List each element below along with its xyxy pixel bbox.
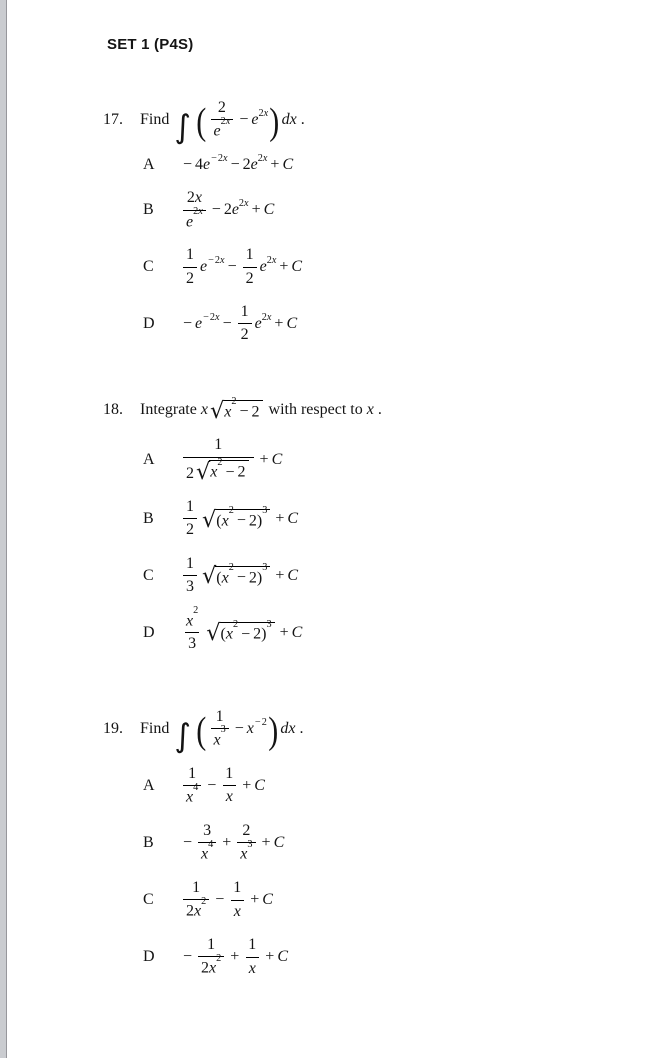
math-run: 1 <box>225 764 234 782</box>
fraction <box>183 604 201 654</box>
denominator <box>183 781 201 807</box>
denominator <box>183 267 197 288</box>
option-row <box>143 436 630 483</box>
math-run: (x <box>220 625 233 643</box>
radicand <box>223 396 262 421</box>
math-run: + C <box>276 258 302 276</box>
superscript <box>262 505 267 516</box>
stem-text: . <box>296 111 305 129</box>
denominator <box>237 838 255 864</box>
math-run: 1 <box>188 764 197 782</box>
sqrt <box>209 396 263 424</box>
fraction <box>183 555 197 597</box>
math-run: 1 <box>245 246 254 264</box>
math-run <box>180 834 195 852</box>
options-list <box>143 153 630 345</box>
option-label: A <box>143 156 155 174</box>
option-math <box>180 153 294 174</box>
question-number: 19. <box>103 719 123 737</box>
fraction <box>198 936 224 978</box>
denominator <box>183 205 206 232</box>
numerator <box>243 246 257 266</box>
math-run: 2 <box>232 618 239 630</box>
sqrt <box>202 561 270 590</box>
math-run: + C <box>271 315 297 333</box>
math-run: 2 <box>216 952 222 964</box>
fraction <box>183 436 254 483</box>
operator: − <box>234 719 244 737</box>
operator: − <box>207 776 217 794</box>
math-run: −2 <box>254 716 267 728</box>
question-stem <box>140 396 382 424</box>
math-run: + C <box>272 567 298 585</box>
option-row <box>143 936 630 978</box>
math-run: e <box>200 258 208 276</box>
sqrt <box>196 456 249 485</box>
sqrt <box>202 505 270 533</box>
superscript <box>193 206 203 217</box>
math-run: 2 <box>193 604 199 616</box>
math-run: 1 <box>207 936 216 954</box>
math-run: 1 <box>192 878 201 896</box>
math-run: x <box>225 788 233 806</box>
option-math <box>180 303 297 345</box>
option-label: D <box>143 314 155 332</box>
math-run: 3 <box>247 838 253 850</box>
math-run: x <box>186 611 194 629</box>
superscript <box>262 313 272 323</box>
math-run: 3 <box>188 635 197 653</box>
math-run: e <box>254 314 262 332</box>
option-math <box>180 555 298 597</box>
math-run: 2x <box>238 198 249 210</box>
option-math <box>180 822 284 864</box>
math-run: + C <box>277 624 303 642</box>
math-run: − 2e <box>228 156 258 174</box>
math-run: 3 <box>262 505 268 517</box>
denominator <box>211 115 234 141</box>
operator: − <box>203 312 209 324</box>
stem-text: Integrate <box>140 400 201 418</box>
operator: − <box>183 833 193 851</box>
superscript <box>258 154 268 164</box>
option-row <box>143 879 630 921</box>
math-run: x <box>224 403 232 421</box>
operator: − <box>211 201 221 219</box>
option-label: D <box>143 948 155 966</box>
question-number: 18. <box>103 400 123 418</box>
math-run: 3 <box>203 821 212 839</box>
math-run: 2x <box>201 959 217 977</box>
math-run: 2x <box>186 189 202 207</box>
math-run: 1 <box>240 303 249 320</box>
math-run: + C <box>262 948 288 966</box>
math-run: x <box>233 902 241 920</box>
superscript <box>193 782 198 793</box>
math-run <box>180 948 195 966</box>
option-math <box>180 936 288 978</box>
math-run: − 2) <box>238 626 266 643</box>
math-run: 4 <box>208 838 214 850</box>
denominator <box>185 632 199 653</box>
radicand <box>220 618 275 643</box>
math-run: − 2) <box>234 569 262 586</box>
option-row <box>143 153 630 174</box>
math-run: 2 <box>217 99 226 116</box>
math-run: e <box>186 212 194 230</box>
math-run: + C <box>259 834 285 852</box>
superscript <box>210 154 227 164</box>
superscript <box>231 396 236 407</box>
option-label: C <box>143 891 154 909</box>
math-run: 2x <box>257 153 268 165</box>
operator: + <box>274 314 284 332</box>
math-run: −2x <box>208 255 225 267</box>
fraction <box>211 708 229 750</box>
paren-group: ( $\frac{1}{x^3}$ − x $^{-2}$ ) <box>196 707 279 752</box>
question-list <box>103 99 630 978</box>
fraction <box>198 822 216 864</box>
operator: − <box>236 512 246 530</box>
stem-text: . <box>295 719 304 737</box>
superscript <box>221 724 226 735</box>
operator: − <box>215 891 225 909</box>
math-run <box>227 948 242 966</box>
math-run: − x <box>232 720 254 738</box>
numerator <box>183 498 197 518</box>
superscript <box>201 896 206 907</box>
page-edge <box>0 0 7 1058</box>
denominator <box>231 900 244 921</box>
math-run: 2 <box>186 464 194 482</box>
math-run: 1 <box>215 707 224 725</box>
math-run: 1 <box>186 497 194 515</box>
superscript <box>229 505 234 516</box>
radicand <box>209 456 248 482</box>
operator: − <box>211 153 217 165</box>
numerator <box>222 765 236 785</box>
math-run: x <box>200 400 208 418</box>
math-run: 2 <box>217 456 223 468</box>
fraction <box>183 246 197 288</box>
operator: + <box>259 450 269 468</box>
operator: + <box>275 509 285 527</box>
math-run: −2x <box>203 312 220 324</box>
math-run: x <box>240 845 248 863</box>
option-label: C <box>143 258 154 276</box>
operator: + <box>250 891 260 909</box>
question-stem <box>140 707 304 755</box>
math-run: −2x <box>211 153 228 165</box>
math-run: x <box>210 463 218 481</box>
operator: + <box>265 948 275 966</box>
math-run: − 2 <box>236 403 259 420</box>
question-stem <box>140 99 305 146</box>
operator: + <box>222 833 232 851</box>
math-run: (x <box>216 512 229 530</box>
operator: − <box>241 625 251 643</box>
denominator <box>198 838 216 864</box>
fraction <box>211 99 234 141</box>
page-title: SET 1 (P4S) <box>107 36 194 53</box>
math-run: 4 <box>193 781 199 793</box>
option-row <box>143 765 630 807</box>
math-run: − 2) <box>234 512 262 529</box>
stem-math: ∫ ( $\frac{2}{e^{2x}}$ − e $^{2x}$ ) dx <box>174 99 297 146</box>
math-run: + C <box>247 891 273 909</box>
math-run: 2x <box>186 902 202 920</box>
superscript <box>207 256 224 266</box>
option-math <box>180 765 265 807</box>
superscript <box>262 562 267 573</box>
superscript <box>217 457 222 468</box>
superscript <box>254 718 267 728</box>
superscript <box>267 256 277 266</box>
math-run: 2x <box>220 115 231 127</box>
numerator <box>183 246 197 266</box>
fraction <box>238 303 252 345</box>
math-run: dx <box>281 111 297 129</box>
operator: − <box>222 314 232 332</box>
math-run: 2 <box>231 396 237 408</box>
math-run: 2x <box>261 312 272 324</box>
operator: + <box>275 566 285 584</box>
numerator <box>238 303 252 323</box>
operator: − <box>230 156 240 174</box>
denominator <box>246 957 259 978</box>
question-row <box>103 396 630 424</box>
fraction <box>222 765 236 807</box>
operator: − <box>183 948 193 966</box>
math-run: 3 <box>266 618 272 630</box>
superscript <box>216 953 221 964</box>
math-run: 2 <box>240 326 249 344</box>
superscript <box>247 839 252 850</box>
math-run: + C <box>267 156 293 174</box>
numerator <box>183 555 197 575</box>
operator: − <box>239 403 249 421</box>
option-label: B <box>143 833 154 851</box>
radical-sign-icon: √ <box>202 506 217 533</box>
numerator <box>245 936 259 956</box>
math-run: + C <box>257 451 283 469</box>
math-run: 2 <box>228 561 234 573</box>
option-label: C <box>143 566 154 584</box>
operator: + <box>270 156 280 174</box>
option-label: B <box>143 201 154 219</box>
question-item <box>103 99 630 345</box>
fraction <box>183 765 201 807</box>
option-label: B <box>143 509 154 527</box>
math-run: x <box>366 400 374 418</box>
math-run: 3 <box>186 578 194 596</box>
math-run: 2 <box>245 269 254 287</box>
fraction <box>245 936 259 978</box>
math-run: x <box>248 959 256 977</box>
option-row <box>143 498 630 540</box>
math-run: 3 <box>220 724 226 736</box>
option-math <box>180 498 298 540</box>
math-run <box>204 777 219 795</box>
question-item <box>103 708 630 979</box>
operator: − <box>225 463 235 481</box>
stem-math: ∫ ( $\frac{1}{x^3}$ − x $^{-2}$ ) dx <box>174 707 296 755</box>
radical-sign-icon: √ <box>206 620 221 647</box>
math-run: + C <box>249 201 275 219</box>
operator: − <box>183 314 193 332</box>
radicand <box>215 505 270 530</box>
option-math <box>180 879 273 921</box>
math-run: + C <box>272 510 298 528</box>
superscript <box>239 199 249 209</box>
option-math <box>180 436 282 483</box>
numerator <box>183 604 201 633</box>
paren-group: ( $\frac{2}{e^{2x}}$ − e $^{2x}$ ) <box>196 99 280 144</box>
operator: + <box>261 833 271 851</box>
fraction <box>183 189 206 231</box>
denominator <box>211 724 229 750</box>
superscript <box>229 562 234 573</box>
option-row <box>143 189 630 231</box>
option-row <box>143 604 630 654</box>
denominator <box>183 457 254 483</box>
denominator <box>183 575 197 596</box>
superscript <box>208 839 213 850</box>
math-run: 2 <box>201 895 207 907</box>
superscript <box>193 605 198 616</box>
math-run <box>225 258 240 276</box>
math-run: 3 <box>262 561 268 573</box>
option-row <box>143 822 630 864</box>
math-run <box>220 315 235 333</box>
radical-sign-icon: √ <box>209 397 225 424</box>
option-label: A <box>143 450 155 468</box>
operator: − <box>227 258 237 276</box>
denominator <box>198 952 224 978</box>
option-label: A <box>143 776 155 794</box>
math-run <box>219 834 234 852</box>
fraction <box>243 246 257 288</box>
stem-text: with respect to <box>264 400 367 418</box>
math-run: + C <box>239 777 265 795</box>
operator: + <box>242 776 252 794</box>
question-item <box>103 396 630 654</box>
superscript <box>202 313 219 323</box>
option-row <box>143 246 630 288</box>
denominator <box>238 323 252 344</box>
operator: + <box>251 201 261 219</box>
radical-sign-icon: √ <box>196 458 211 485</box>
math-run: 2x <box>193 205 203 217</box>
math-run: 2 <box>228 505 234 517</box>
superscript <box>221 116 231 127</box>
math-run: x <box>201 845 209 863</box>
math-run: 1 <box>233 879 242 897</box>
operator: + <box>230 948 240 966</box>
math-run <box>212 891 227 909</box>
operator: − <box>254 716 261 728</box>
math-run: 2 <box>186 269 194 287</box>
superscript <box>233 619 238 630</box>
numerator <box>211 436 225 456</box>
superscript <box>266 619 271 630</box>
math-run: 1 <box>186 554 194 572</box>
question-row <box>103 99 630 146</box>
math-run: 1 <box>214 436 223 454</box>
radical-sign-icon: √ <box>202 563 217 590</box>
math-run: − e <box>236 111 258 129</box>
stem-math <box>200 396 265 424</box>
denominator <box>243 267 257 288</box>
option-row <box>143 303 630 345</box>
math-run: 2 <box>242 821 251 839</box>
denominator <box>223 785 236 806</box>
fraction <box>237 822 255 864</box>
option-math <box>180 189 274 231</box>
math-run: e <box>213 122 221 140</box>
options-list <box>143 436 630 653</box>
option-math <box>180 604 303 654</box>
operator: − <box>183 156 193 174</box>
option-row <box>143 555 630 597</box>
numerator <box>230 879 244 899</box>
denominator <box>183 895 209 921</box>
fraction <box>230 879 244 921</box>
operator: + <box>279 623 289 641</box>
math-run: x <box>186 788 194 806</box>
math-run: 2 <box>186 521 194 539</box>
stem-text: Find <box>140 719 174 737</box>
stem-math <box>367 401 374 419</box>
question-row <box>103 707 630 755</box>
fraction <box>183 498 197 540</box>
operator: − <box>208 255 214 267</box>
operator: − <box>239 111 249 129</box>
math-run: − 2 <box>223 464 246 481</box>
math-run: e <box>259 258 267 276</box>
operator: + <box>279 258 289 276</box>
math-run: x <box>213 731 221 749</box>
operator: − <box>236 568 246 586</box>
stem-text: Find <box>140 111 174 129</box>
superscript <box>258 109 268 119</box>
math-run: dx <box>280 719 296 737</box>
math-run: 2x <box>258 108 269 120</box>
math-run: − 2e <box>209 201 239 219</box>
fraction <box>183 879 209 921</box>
radicand <box>215 561 270 587</box>
option-math <box>180 246 302 288</box>
question-number: 17. <box>103 111 123 129</box>
denominator <box>183 518 197 539</box>
math-run: 1 <box>248 936 257 954</box>
math-run: − 4e <box>180 156 210 174</box>
math-run: − e <box>180 315 202 333</box>
option-label: D <box>143 623 155 641</box>
options-list <box>143 765 630 978</box>
sqrt <box>206 618 274 647</box>
stem-text: . <box>373 400 382 418</box>
math-run: (x <box>216 568 229 586</box>
math-run: 1 <box>186 246 194 264</box>
math-run: 2x <box>266 255 277 267</box>
